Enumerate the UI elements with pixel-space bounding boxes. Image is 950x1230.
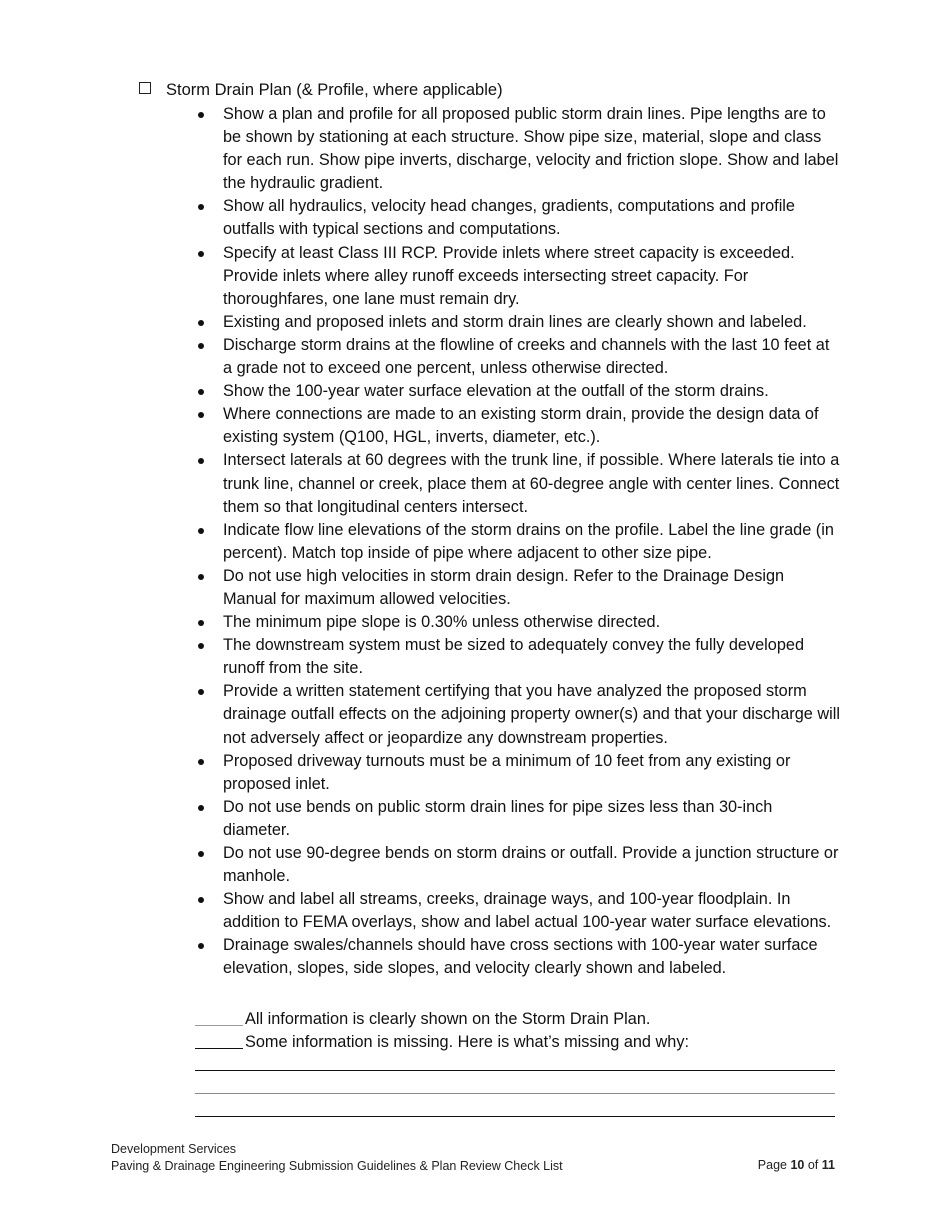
list-item: Proposed driveway turnouts must be a minimum of 10 feet from any existing or proposed inlet. xyxy=(195,750,840,796)
section-checkbox[interactable] xyxy=(139,82,151,94)
section-heading xyxy=(139,79,503,101)
status-complete-row xyxy=(195,1008,650,1030)
list-item: Show and label all streams, creeks, drainage ways, and 100-year floodplain. In addition to FEMA overlays, show and label actual 100-year water surface elevations. xyxy=(195,888,840,934)
list-item: Show the 100-year water surface elevation at the outfall of the storm drains. xyxy=(195,380,840,403)
list-item: Show a plan and profile for all proposed public storm drain lines. Pipe lengths are to be shown by stationing at each structure. Show pipe size, material, slope and class for each run. Show pipe inverts, discharge, velocity and friction slope. Show and label the hydraulic gradient. xyxy=(195,103,840,195)
list-item: Do not use bends on public storm drain lines for pipe sizes less than 30-inch diameter. xyxy=(195,796,840,842)
page-number xyxy=(758,1157,835,1174)
requirements-list xyxy=(195,103,840,981)
list-item: The minimum pipe slope is 0.30% unless otherwise directed. xyxy=(195,611,840,634)
section-title: Storm Drain Plan (& Profile, where applicable) xyxy=(166,81,503,99)
notes-line-2[interactable] xyxy=(195,1093,835,1094)
page-total: 11 xyxy=(821,1158,835,1172)
list-item: Drainage swales/channels should have cross sections with 100-year water surface elevation, slopes, side slopes, and velocity clearly shown and labeled. xyxy=(195,934,840,980)
footer xyxy=(111,1141,563,1174)
notes-line-3[interactable] xyxy=(195,1116,835,1117)
complete-checkmark-blank[interactable] xyxy=(195,1009,243,1026)
notes-line-1[interactable] xyxy=(195,1070,835,1071)
list-item: Do not use 90-degree bends on storm drains or outfall. Provide a junction structure or manhole. xyxy=(195,842,840,888)
list-item: Where connections are made to an existing storm drain, provide the design data of existing system (Q100, HGL, inverts, diameter, etc.). xyxy=(195,403,840,449)
list-item: Do not use high velocities in storm drain design. Refer to the Drainage Design Manual for maximum allowed velocities. xyxy=(195,565,840,611)
list-item: Discharge storm drains at the flowline of creeks and channels with the last 10 feet at a grade not to exceed one percent, unless otherwise directed. xyxy=(195,334,840,380)
list-item: Provide a written statement certifying that you have analyzed the proposed storm drainage outfall effects on the adjoining property owner(s) and that your discharge will not adversely affect or jeopardize any downstream properties. xyxy=(195,680,840,749)
footer-document-title: Paving & Drainage Engineering Submission Guidelines & Plan Review Check List xyxy=(111,1158,563,1173)
list-item: Specify at least Class III RCP. Provide inlets where street capacity is exceeded. Provide inlets where alley runoff exceeds intersecting street capacity. For thoroughfares, one lane must remain dry. xyxy=(195,242,840,311)
list-item: Existing and proposed inlets and storm drain lines are clearly shown and labeled. xyxy=(195,311,840,334)
list-item: Indicate flow line elevations of the storm drains on the profile. Label the line grade (in percent). Match top inside of pipe where adjacent to other size pipe. xyxy=(195,519,840,565)
page-of: of xyxy=(807,1158,819,1172)
list-item: Intersect laterals at 60 degrees with the trunk line, if possible. Where laterals tie into a trunk line, channel or creek, place them at 60-degree angle with center lines. Connect them so that longitudinal centers intersect. xyxy=(195,449,840,518)
status-complete-text: All information is clearly shown on the Storm Drain Plan. xyxy=(245,1010,651,1028)
list-item: Show all hydraulics, velocity head changes, gradients, computations and profile outfalls with typical sections and computations. xyxy=(195,195,840,241)
status-missing-row xyxy=(195,1031,689,1053)
footer-department: Development Services xyxy=(111,1142,237,1156)
status-missing-text: Some information is missing. Here is what’s missing and why: xyxy=(245,1033,689,1051)
list-item: The downstream system must be sized to adequately convey the fully developed runoff from the site. xyxy=(195,634,840,680)
missing-checkmark-blank[interactable] xyxy=(195,1032,243,1049)
page-prefix: Page xyxy=(757,1158,787,1172)
page-current: 10 xyxy=(790,1158,805,1172)
